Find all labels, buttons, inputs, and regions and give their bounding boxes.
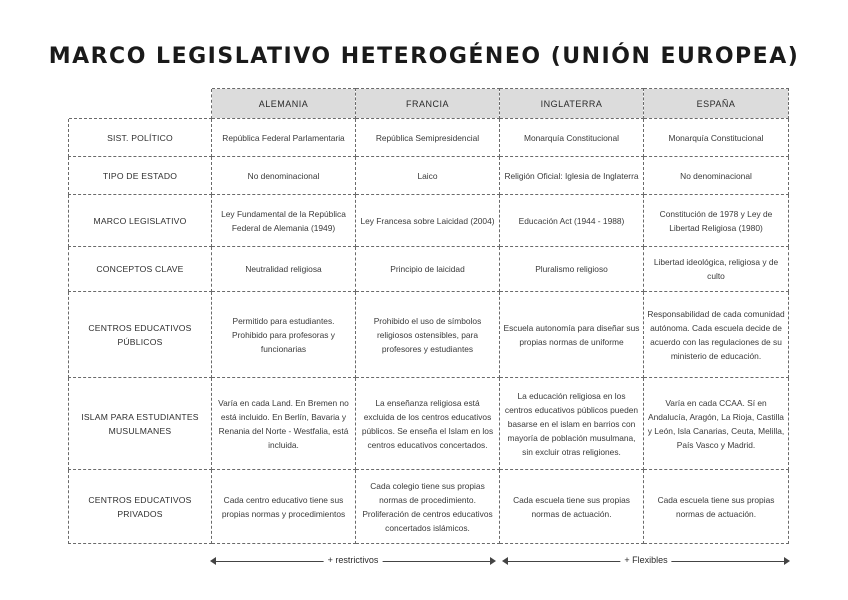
table-cell: Monarquía Constitucional	[500, 119, 644, 157]
page-title: MARCO LEGISLATIVO HETEROGÉNEO (UNIÓN EUROPEA)	[48, 44, 800, 69]
column-header-francia: FRANCIA	[356, 89, 500, 119]
arrow-left-icon	[210, 557, 216, 565]
table-cell: Ley Fundamental de la República Federal de Alemania (1949)	[212, 195, 356, 247]
table-cell: Varía en cada Land. En Bremen no está incluido. En Berlín, Bavaria y Renania del Norte - Westfalia, está incluida.	[212, 378, 356, 470]
table-cell: Responsabilidad de cada comunidad autónoma. Cada escuela decide de acuerdo con las regulaciones de su ministerio de educación.	[644, 292, 789, 378]
table-cell: Escuela autonomía para diseñar sus propias normas de uniforme	[500, 292, 644, 378]
table-cell: No denominacional	[212, 157, 356, 195]
table-row-tipo-de-estado	[69, 157, 789, 195]
column-header-inglaterra: INGLATERRA	[500, 89, 644, 119]
row-label: CONCEPTOS CLAVE	[69, 247, 212, 292]
table-row-centros-publicos	[69, 292, 789, 378]
flexible-label: + Flexibles	[620, 555, 671, 565]
table-cell: Principio de laicidad	[356, 247, 500, 292]
row-label: MARCO LEGISLATIVO	[69, 195, 212, 247]
table-cell: República Semipresidencial	[356, 119, 500, 157]
table-cell: Educación Act (1944 - 1988)	[500, 195, 644, 247]
comparison-table	[68, 88, 789, 544]
table-cell: Ley Francesa sobre Laicidad (2004)	[356, 195, 500, 247]
table-row-centros-privados	[69, 470, 789, 544]
table-cell: Libertad ideológica, religiosa y de culto	[644, 247, 789, 292]
table-row-sist-politico	[69, 119, 789, 157]
table-cell: Neutralidad religiosa	[212, 247, 356, 292]
column-header-alemania: ALEMANIA	[212, 89, 356, 119]
table-cell: Permitido para estudiantes. Prohibido para profesoras y funcionarias	[212, 292, 356, 378]
table-cell: Pluralismo religioso	[500, 247, 644, 292]
row-label: CENTROS EDUCATIVOS PÚBLICOS	[69, 292, 212, 378]
table-cell: República Federal Parlamentaria	[212, 119, 356, 157]
corner-cell	[69, 89, 212, 119]
table-cell: Cada centro educativo tiene sus propias normas y procedimientos	[212, 470, 356, 544]
table-row-conceptos-clave	[69, 247, 789, 292]
table-cell: Constitución de 1978 y Ley de Libertad Religiosa (1980)	[644, 195, 789, 247]
arrow-right-icon	[490, 557, 496, 565]
table-cell: La enseñanza religiosa está excluida de los centros educativos públicos. Se enseña el Islam en los centros educativos concertados.	[356, 378, 500, 470]
table-cell: Cada colegio tiene sus propias normas de procedimiento. Proliferación de centros educativos concertados islámicos.	[356, 470, 500, 544]
table-cell: Varía en cada CCAA. Sí en Andalucía, Aragón, La Rioja, Castilla y León, Isla Canarias, Ceuta, Melilla, País Vasco y Madrid.	[644, 378, 789, 470]
arrow-left-icon	[502, 557, 508, 565]
table-cell: No denominacional	[644, 157, 789, 195]
column-header-espana: ESPAÑA	[644, 89, 789, 119]
flexible-scale	[504, 555, 788, 569]
table-cell: Religión Oficial: Iglesia de Inglaterra	[500, 157, 644, 195]
restrictive-scale	[212, 555, 494, 569]
row-label: CENTROS EDUCATIVOS PRIVADOS	[69, 470, 212, 544]
arrow-right-icon	[784, 557, 790, 565]
row-label: ISLAM PARA ESTUDIANTES MUSULMANES	[69, 378, 212, 470]
table-cell: Prohibido el uso de símbolos religiosos ostensibles, para profesores y estudiantes	[356, 292, 500, 378]
header-row	[69, 89, 789, 119]
restrictive-label: + restrictivos	[324, 555, 383, 565]
table-cell: Laico	[356, 157, 500, 195]
table-row-islam	[69, 378, 789, 470]
row-label: SIST. POLÍTICO	[69, 119, 212, 157]
table-cell: La educación religiosa en los centros educativos públicos pueden basarse en el islam en barrios con mayoría de población musulmana, sin excluir otras religiones.	[500, 378, 644, 470]
table-cell: Cada escuela tiene sus propias normas de actuación.	[644, 470, 789, 544]
row-label: TIPO DE ESTADO	[69, 157, 212, 195]
table-row-marco-legislativo	[69, 195, 789, 247]
table-cell: Cada escuela tiene sus propias normas de actuación.	[500, 470, 644, 544]
table-cell: Monarquía Constitucional	[644, 119, 789, 157]
